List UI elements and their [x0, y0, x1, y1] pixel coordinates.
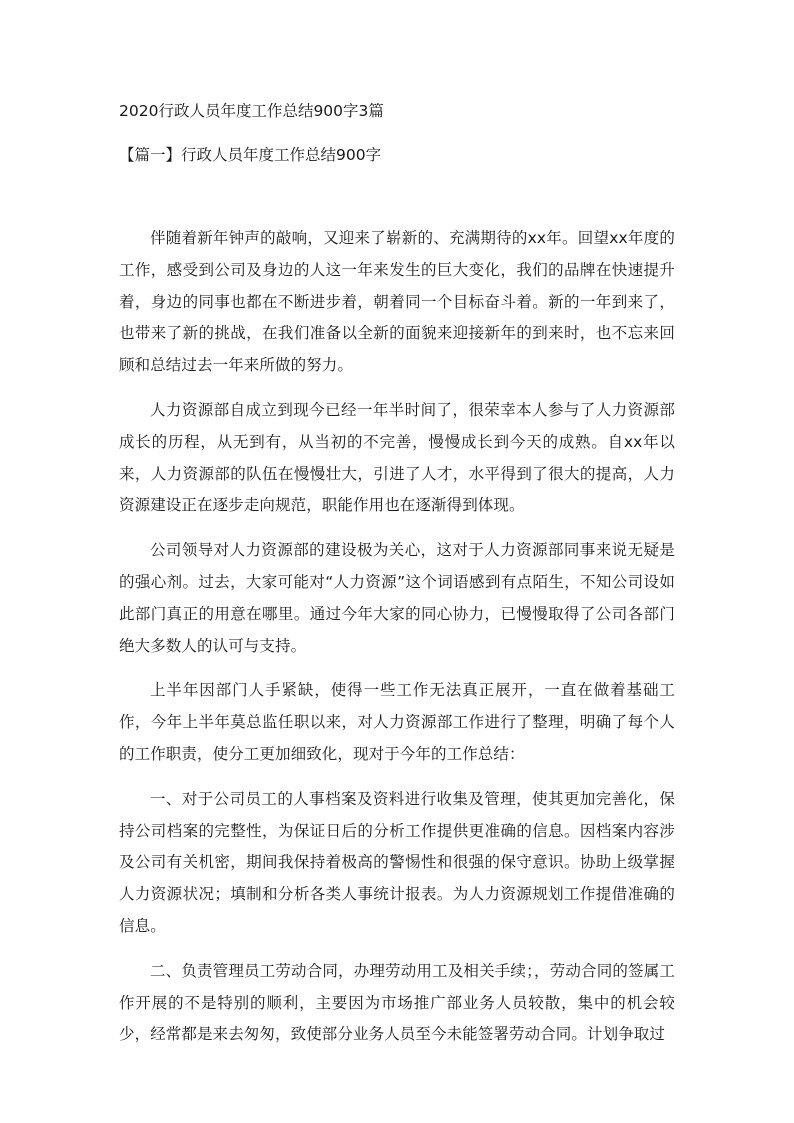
document-body	[119, 223, 675, 1064]
body-paragraph: 一、对于公司员工的人事档案及资料进行收集及管理，使其更加完善化，保持公司档案的完整性，为保证日后的分析工作提供更准确的信息。因档案内容涉及公司有关机密，期间我保持着极高的警惕性和很强的保守意识。协助上级掌握人力资源状况；填制和分析各类人事统计报表。为人力资源规划工作提借准确的信息。	[119, 789, 675, 935]
body-paragraph: 人力资源部自成立到现今已经一年半时间了，很荣幸本人参与了人力资源部成长的历程，从无到有，从当初的不完善，慢慢成长到今天的成熟。自xx年以来，人力资源部的队伍在慢慢壮大，引进了人才，水平得到了很大的提高，人力资源建设正在逐步走向规范，职能作用也在逐渐得到体现。	[119, 400, 675, 515]
body-paragraph: 上半年因部门人手紧缺，使得一些工作无法真正展开，一直在做着基础工作，今年上半年莫总监任职以来，对人力资源部工作进行了整理，明确了每个人的工作职责，使分工更加细致化，现对于今年的工作总结：	[119, 681, 675, 763]
document-title: 2020行政人员年度工作总结900字3篇	[119, 102, 384, 120]
body-paragraph: 二、负责管理员工劳动合同，办理劳动用工及相关手续；，劳动合同的签属工作开展的不是特别的顺利，主要因为市场推广部业务人员较散，集中的机会较少，经常都是来去匆匆，致使部分业务人员至今未能签署劳动合同。计划争取过	[119, 961, 675, 1044]
body-paragraph: 公司领导对人力资源部的建设极为关心，这对于人力资源部同事来说无疑是的强心剂。过去，大家可能对“人力资源”这个词语感到有点陌生，不知公司设如此部门真正的用意在哪里。通过今年大家的同心协力，已慢慢取得了公司各部门绝大多数人的认可与支持。	[119, 541, 675, 655]
body-paragraph: 伴随着新年钟声的敲响，又迎来了崭新的、充满期待的xx年。回望xx年度的工作，感受到公司及身边的人这一年来发生的巨大变化，我们的品牌在快速提升着，身边的同事也都在不断进步着，朝着同一个目标奋斗着。新的一年到来了，也带来了新的挑战，在我们准备以全新的面貌来迎接新年的到来时，也不忘来回顾和总结过去一年来所做的努力。	[119, 229, 675, 375]
section-heading: 【篇一】行政人员年度工作总结900字	[119, 146, 382, 164]
